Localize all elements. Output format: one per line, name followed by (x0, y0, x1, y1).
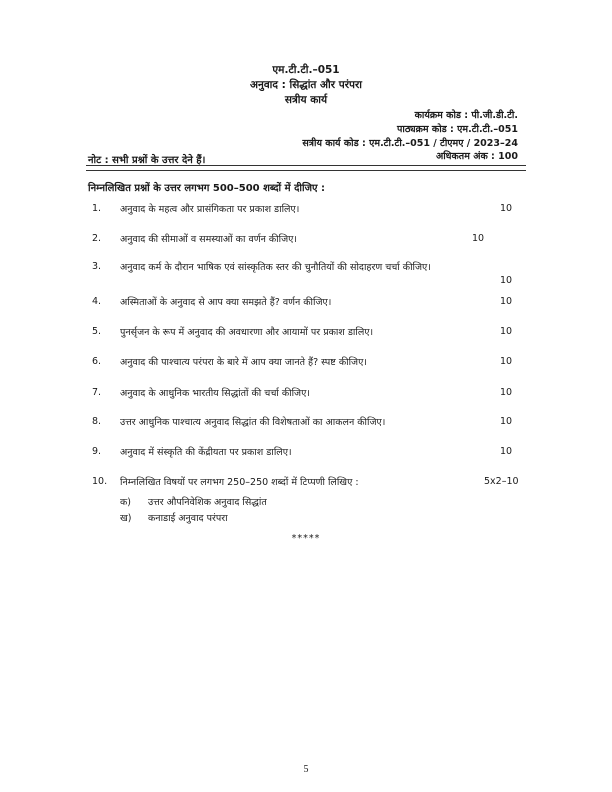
question-text: अनुवाद में संस्कृति की केंद्रीयता पर प्रकाश डालिए। (120, 447, 292, 458)
end-marker: ***** (291, 533, 321, 544)
question-marks: 10 (500, 446, 513, 457)
subitem-text: कनाडाई अनुवाद परंपरा (148, 513, 228, 524)
course-code: पाठ्यक्रम कोड : एम.टी.टी.–051 (397, 124, 518, 135)
question-text: अनुवाद की सीमाओं व समस्याओं का वर्णन कीजिए। (120, 234, 298, 245)
question-number: 4. (92, 296, 102, 307)
question-marks: 10 (500, 326, 513, 337)
question-text: निम्नलिखित विषयों पर लगभग 250–250 शब्दों में टिप्पणी लिखिए : (120, 477, 359, 488)
subitem-label: ख) (120, 513, 132, 524)
course-title: अनुवाद : सिद्धांत और परंपरा (250, 79, 362, 91)
assignment-code: सत्रीय कार्य कोड : एम.टी.टी.–051 / टीएमए / 2023–24 (302, 138, 518, 149)
page-number: 5 (303, 764, 309, 775)
instruction: निम्नलिखित प्रश्नों के उत्तर लगभग 500–500 शब्दों में दीजिए : (88, 183, 326, 194)
question-marks: 10 (500, 275, 513, 286)
question-text: अस्मिताओं के अनुवाद से आप क्या समझते हैं? वर्णन कीजिए। (120, 297, 332, 308)
note-rule (86, 170, 526, 171)
question-number: 5. (92, 326, 102, 337)
question-number: 1. (92, 203, 102, 214)
question-number: 8. (92, 416, 102, 427)
course-code-heading: एम.टी.टी.–051 (272, 64, 340, 76)
question-number: 6. (92, 356, 102, 367)
question-text: पुनर्सृजन के रूप में अनुवाद की अवधारणा और आयामों पर प्रकाश डालिए। (120, 327, 374, 338)
question-text: अनुवाद की पाश्चात्य परंपरा के बारे में आप क्या जानते हैं? स्पष्ट कीजिए। (120, 357, 367, 368)
programme-code: कार्यक्रम कोड : पी.जी.डी.टी. (414, 110, 518, 121)
question-text: उत्तर आधुनिक पाश्चात्य अनुवाद सिद्धांत की विशेषताओं का आकलन कीजिए। (120, 417, 386, 428)
question-text: अनुवाद के महत्व और प्रासंगिकता पर प्रकाश डालिए। (120, 204, 300, 215)
note: नोट : सभी प्रश्नों के उत्तर देने हैं। (88, 155, 206, 166)
max-marks: अधिकतम अंक : 100 (435, 151, 518, 162)
question-marks: 10 (500, 387, 513, 398)
question-marks: 10 (472, 233, 485, 244)
subitem-text: उत्तर औपनिवेशिक अनुवाद सिद्धांत (148, 497, 267, 508)
question-number: 10. (92, 476, 108, 487)
question-text: अनुवाद के आधुनिक भारतीय सिद्धांतों की चर्चा कीजिए। (120, 388, 310, 399)
question-marks: 10 (500, 296, 513, 307)
question-number: 3. (92, 261, 102, 272)
assignment-heading: सत्रीय कार्य (284, 94, 328, 106)
question-number: 9. (92, 446, 102, 457)
subitem-label: क) (120, 497, 132, 508)
question-marks: 10 (500, 416, 513, 427)
question-number: 7. (92, 387, 102, 398)
question-text: अनुवाद कर्म के दौरान भाषिक एवं सांस्कृतिक स्तर की चुनौतियों की सोदाहरण चर्चा कीजिए। (120, 262, 431, 273)
question-marks: 5x2–10 (484, 476, 519, 487)
question-marks: 10 (500, 356, 513, 367)
question-number: 2. (92, 233, 102, 244)
question-marks: 10 (500, 203, 513, 214)
